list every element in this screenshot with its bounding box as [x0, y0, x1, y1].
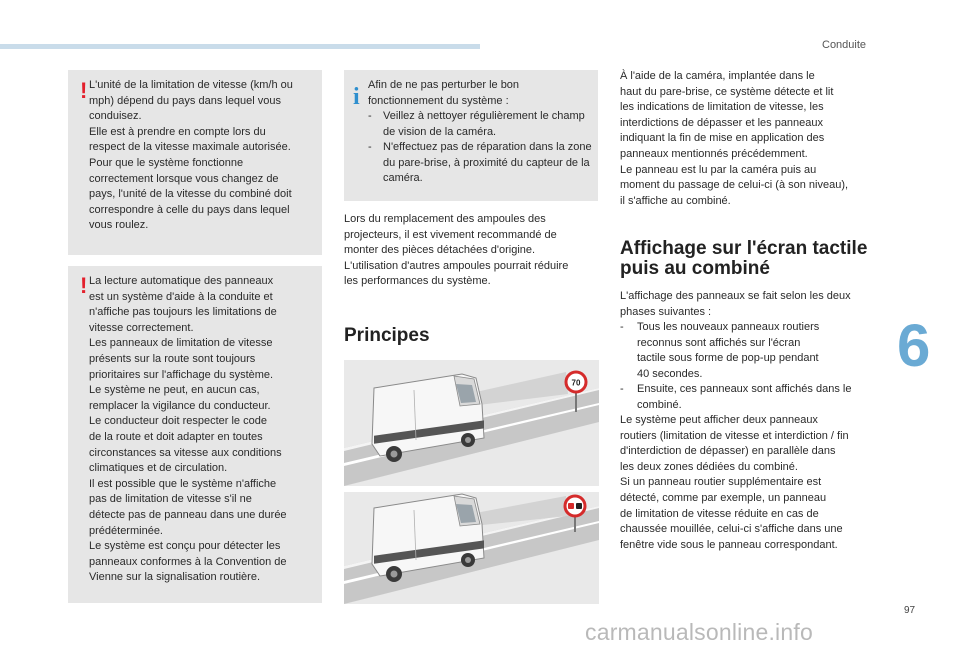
section-title-principes: Principes: [344, 325, 430, 346]
list-item-text: Veillez à nettoyer régulièrement le champ de vision de la caméra.: [383, 110, 585, 138]
speed-limit-sign-text: 70: [571, 378, 581, 388]
list-item: [620, 320, 882, 382]
list-dash: -: [368, 141, 372, 154]
watermark: carmanualsonline.info: [585, 619, 813, 645]
chapter-name: Conduite: [822, 39, 867, 51]
warning-box-reading: [68, 266, 322, 603]
bulb-replacement-paragraph: Lors du remplacement des ampoules des projecteurs, il est vivement recommandé de monter des pièces détachées d'origine. L'utilisation d'autres ampoules pourrait réduire les performances du système.: [344, 213, 569, 288]
list-item: [368, 109, 593, 140]
header-accent-bar: [0, 44, 480, 49]
list-dash: -: [368, 110, 372, 122]
list-item-text: Tous les nouveaux panneaux routiers reconnus sont affichés sur l'écran tactile sous forme de pop-up pendant 40 secondes.: [637, 321, 820, 380]
warning-box-unit: [68, 70, 322, 255]
van-camera-illustration: [344, 492, 599, 604]
affichage-phases-list: [620, 320, 882, 414]
list-item-text: N'effectuez pas de réparation dans la zone du pare-brise, à proximité du capteur de la caméra.: [383, 141, 592, 185]
info-intro: Afin de ne pas perturber le bon fonctionnement du système :: [368, 79, 520, 107]
list-item: [620, 382, 882, 413]
info-icon: i: [353, 84, 360, 110]
warning-exclamation-icon: !: [80, 273, 88, 298]
list-dash: -: [620, 321, 624, 333]
principes-paragraph: À l'aide de la caméra, implantée dans le haut du pare-brise, ce système détecte et lit les indications de limitation de vitesse, les interdictions de dépasser et les panneaux indiquant la fin de mise en application des panneaux mentionnés précédemment. Le panneau est lu par la caméra puis au moment du passage de celui-ci (à son niveau), il s'affiche au combiné.: [620, 70, 849, 207]
warning-text: La lecture automatique des panneaux est un système d'aide à la conduite et n'affiche pas toujours les limitations de vitesse correctement. Les panneaux de limitation de vitesse présents sur la route sont toujours prioritaires sur l'affichage du système. Le système ne peut, en aucun cas, remplacer la vigilance du conducteur. Le conducteur doit respecter le code de la route et doit adapter en toutes circonstances sa vitesse aux conditions climatiques et de circulation. Il est possible que le système n'affiche pas de limitation de vitesse s'il ne détecte pas de panneau dans une durée prédéterminée. Le système est conçu pour détecter les panneaux conformes à la Convention de Vienne sur la signalisation routière.: [89, 275, 287, 584]
list-dash: -: [620, 383, 624, 396]
illustration-no-overtaking: [344, 492, 599, 604]
chapter-number-tab: 6: [897, 312, 931, 379]
affichage-body: Le système peut afficher deux panneaux routiers (limitation de vitesse et interdiction / fin d'interdiction de dépasser) en parallèle dans les deux zones dédiées du combiné. Si un panneau routier supplémentaire est détecté, comme par exemple, un panneau de limitation de vitesse réduite en cas de chaussée mouillée, celui-ci s'affiche dans une fenêtre vide sous le panneau correspondant.: [620, 414, 849, 551]
info-box: [344, 70, 598, 201]
section-title-affichage: Affichage sur l'écran tactile puis au combiné: [620, 238, 868, 279]
info-list: [368, 109, 593, 187]
affichage-lead: L'affichage des panneaux se fait selon les deux phases suivantes :: [620, 290, 851, 318]
van-camera-illustration: [344, 360, 599, 486]
illustration-speed-limit: [344, 360, 599, 486]
page-number: 97: [904, 605, 916, 616]
warning-exclamation-icon: !: [80, 78, 88, 103]
warning-text: L'unité de la limitation de vitesse (km/h ou mph) dépend du pays dans lequel vous conduisez. Elle est à prendre en compte lors du respect de la vitesse maximale autorisée. Pour que le système fonctionne correctement lorsque vous changez de pays, l'unité de la vitesse du combiné doit correspondre à celle du pays dans lequel vous roulez.: [89, 79, 293, 232]
list-item-text: Ensuite, ces panneaux sont affichés dans le combiné.: [637, 383, 852, 411]
list-item: [368, 140, 593, 187]
